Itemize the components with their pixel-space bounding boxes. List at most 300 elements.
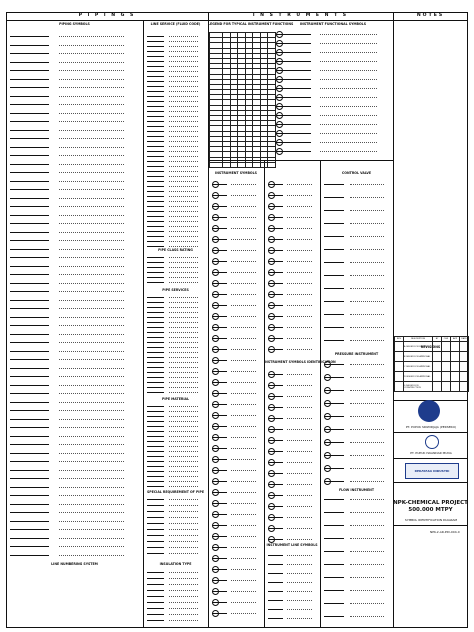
function-symbol-description-line	[320, 34, 378, 35]
piping-description-line	[59, 538, 124, 539]
line-service-symbol	[147, 41, 164, 42]
revision-cell	[460, 382, 469, 392]
insulation-symbol	[147, 578, 164, 579]
piping-symbol	[10, 478, 49, 479]
line-service-symbol	[147, 81, 164, 82]
function-symbol-balloon-icon	[276, 130, 283, 137]
function-symbol-description-line	[320, 151, 378, 152]
pipe-class-description-line	[169, 282, 198, 283]
piping-description-line	[59, 181, 124, 182]
piping-description-line	[59, 351, 124, 352]
owner-name: PT. PUPUK ISKANDAR MUDA	[410, 451, 452, 455]
title-divider	[393, 482, 468, 483]
pressure-description-line	[350, 416, 384, 417]
special-req-symbol	[147, 547, 164, 548]
instrument-balloon-icon	[212, 280, 219, 287]
project-title-2: 500.000 MTPY	[408, 507, 453, 513]
pressure-balloon-icon	[324, 465, 331, 472]
pipe-service-description-line	[169, 307, 198, 308]
pipe-service-symbol	[147, 312, 164, 313]
instrument-balloon-icon	[212, 544, 219, 551]
line-service-symbol	[147, 201, 164, 202]
instrument-symbols-title: INSTRUMENT SYMBOLS	[215, 171, 257, 175]
control-valve-description-line	[350, 184, 384, 185]
piping-description-line	[59, 274, 124, 275]
piping-description-line	[59, 266, 124, 267]
pressure-balloon-icon	[324, 387, 331, 394]
line-service-symbol	[147, 211, 164, 212]
instrument-description-line	[231, 448, 256, 449]
revision-cell	[460, 342, 469, 352]
function-symbol-balloon-icon	[276, 94, 283, 101]
flow-description-line	[350, 551, 384, 552]
instrument-balloon-icon	[212, 302, 219, 309]
piping-symbol	[10, 368, 49, 369]
line-service-symbol	[147, 236, 164, 237]
piping-symbol	[10, 164, 49, 165]
ident-balloon-icon	[268, 393, 275, 400]
piping-description-line	[59, 512, 124, 513]
flow-symbol	[324, 551, 344, 552]
pipings-header: P I P I N G S	[78, 13, 136, 18]
piping-description-line	[59, 470, 124, 471]
revision-cell: 0 ISSUED FOR CONSTRUCTION	[404, 382, 433, 392]
special-req-description-line	[169, 517, 198, 518]
instrument-balloon-icon	[212, 401, 219, 408]
piping-symbol	[10, 427, 49, 428]
table-row	[210, 162, 276, 167]
flow-description-line	[350, 564, 384, 565]
piping-description-line	[59, 342, 124, 343]
pipe-service-description-line	[169, 377, 198, 378]
instrument-description-line	[231, 305, 256, 306]
instrument-balloon-icon	[212, 555, 219, 562]
piping-description-line	[59, 232, 124, 233]
line-service-description-line	[169, 246, 198, 247]
instrument-description-line	[231, 195, 256, 196]
instrument-balloon-icon	[212, 192, 219, 199]
instrument-description-line	[231, 404, 256, 405]
special-req-symbol	[147, 541, 164, 542]
instrument-b-description-line	[287, 305, 312, 306]
pipe-class-title: PIPE CLASS RATING	[158, 248, 193, 252]
piping-symbols-title: PIPING SYMBOLS	[59, 22, 90, 26]
piping-symbol	[10, 504, 49, 505]
pipe-material-description-line	[169, 471, 198, 472]
line-service-description-line	[169, 51, 198, 52]
instrument-description-line	[231, 591, 256, 592]
instrument-description-line	[231, 569, 256, 570]
instrument-description-line	[231, 250, 256, 251]
line-service-description-line	[169, 61, 198, 62]
piping-symbol	[10, 223, 49, 224]
revision-cell	[395, 362, 404, 372]
instrument-description-line	[231, 536, 256, 537]
line-service-symbol	[147, 191, 164, 192]
company-seal	[418, 400, 440, 422]
revision-cell	[460, 362, 469, 372]
instrument-description-line	[231, 228, 256, 229]
pipe-class-description-line	[169, 272, 198, 273]
control-valve-title: CONTROL VALVE	[341, 171, 372, 175]
pressure-instrument-title: PRESSURE INSTRUMENT	[334, 352, 379, 356]
function-symbol-description-line	[320, 79, 378, 80]
line-service-description-line	[169, 211, 198, 212]
instrument-description-line	[231, 514, 256, 515]
pipe-material-title: PIPE MATERIAL	[161, 397, 190, 401]
pipe-service-description-line	[169, 372, 198, 373]
line-service-description-line	[169, 241, 198, 242]
revision-cell	[451, 372, 460, 382]
pressure-description-line	[350, 364, 384, 365]
line-sym-symbol	[268, 609, 283, 610]
piping-description-line	[59, 249, 124, 250]
instrument-description-line	[231, 316, 256, 317]
flow-description-line	[350, 603, 384, 604]
revision-cell	[451, 382, 460, 392]
control-valve-description-line	[350, 236, 384, 237]
line-service-description-line	[169, 91, 198, 92]
instrument-b-description-line	[287, 294, 312, 295]
instrument-balloon-icon	[212, 533, 219, 540]
revision-cell	[451, 362, 460, 372]
pipe-service-description-line	[169, 312, 198, 313]
line-service-description-line	[169, 41, 198, 42]
instrument-description-line	[231, 382, 256, 383]
piping-description-line	[59, 359, 124, 360]
piping-symbol	[10, 410, 49, 411]
piping-description-line	[59, 130, 124, 131]
ident-balloon-icon	[268, 426, 275, 433]
line-service-title: LINE SERVICE (FLUID CODE)	[150, 22, 201, 26]
instrument-description-line	[231, 503, 256, 504]
pipe-class-symbol	[147, 257, 164, 258]
revision-cell	[433, 382, 442, 392]
line-service-symbol	[147, 161, 164, 162]
revision-column-header: APP	[451, 337, 460, 342]
revision-cell	[433, 342, 442, 352]
flow-description-line	[350, 499, 384, 500]
instrument-description-line	[231, 206, 256, 207]
line-service-symbol	[147, 136, 164, 137]
piping-description-line	[59, 453, 124, 454]
piping-symbol	[10, 70, 49, 71]
insulation-symbol	[147, 602, 164, 603]
piping-symbol	[10, 555, 49, 556]
ident-description-line	[287, 396, 312, 397]
piping-symbol	[10, 308, 49, 309]
ident-description-line	[287, 385, 312, 386]
instrument-balloon-icon	[212, 313, 219, 320]
piping-symbol	[10, 79, 49, 80]
pressure-description-line	[350, 481, 384, 482]
insulation-symbol	[147, 608, 164, 609]
piping-description-line	[59, 147, 124, 148]
function-symbol-balloon-icon	[276, 139, 283, 146]
special-req-description-line	[169, 553, 198, 554]
piping-symbol	[10, 359, 49, 360]
special-req-description-line	[169, 499, 198, 500]
pipe-service-description-line	[169, 342, 198, 343]
ident-balloon-icon	[268, 525, 275, 532]
instrument-description-line	[231, 184, 256, 185]
ident-description-line	[287, 407, 312, 408]
instrument-balloon-icon	[212, 522, 219, 529]
pressure-balloon-icon	[324, 452, 331, 459]
instrument-b-description-line	[287, 261, 312, 262]
line-service-symbol	[147, 106, 164, 107]
control-valve-description-line	[350, 340, 384, 341]
function-symbol-description-line	[320, 106, 378, 107]
line-service-description-line	[169, 76, 198, 77]
function-table-cell	[238, 162, 246, 167]
instrument-balloon-icon	[212, 412, 219, 419]
pipe-service-symbol	[147, 367, 164, 368]
piping-description-line	[59, 334, 124, 335]
piping-symbol	[10, 317, 49, 318]
piping-description-line	[59, 113, 124, 114]
instrument-b-description-line	[287, 272, 312, 273]
instrument-description-line	[231, 360, 256, 361]
instruments-header: I N S T R U M E N T S	[252, 13, 349, 18]
function-symbol-balloon-icon	[276, 67, 283, 74]
revision-cell	[395, 382, 404, 392]
line-sym-symbol	[268, 618, 283, 619]
line-symbols-title: INSTRUMENT LINE SYMBOLS	[266, 543, 318, 547]
instrument-b-balloon-icon	[268, 236, 275, 243]
special-req-title: SPECIAL REQUIREMENT OF PIPE	[146, 490, 205, 494]
pipe-service-symbol	[147, 392, 164, 393]
pipe-service-title: PIPE SERVICES	[162, 288, 189, 292]
pipe-service-description-line	[169, 317, 198, 318]
line-service-symbol	[147, 76, 164, 77]
pipe-service-description-line	[169, 297, 198, 298]
special-req-description-line	[169, 547, 198, 548]
flow-symbol	[324, 590, 344, 591]
pipe-service-symbol	[147, 382, 164, 383]
pressure-balloon-icon	[324, 413, 331, 420]
insulation-description-line	[169, 578, 198, 579]
instrument-ident-title: INSTRUMENT SYMBOLS IDENTIFICATION	[264, 360, 336, 364]
ident-description-line	[287, 495, 312, 496]
piping-symbol	[10, 130, 49, 131]
pipe-class-description-line	[169, 277, 198, 278]
line-sym-description-line	[287, 555, 312, 556]
function-symbol-description-line	[320, 52, 378, 53]
contractor-logo: REKAYASA INDUSTRI	[405, 463, 459, 479]
control-valve-symbol	[324, 275, 344, 276]
pipe-service-description-line	[169, 392, 198, 393]
function-symbol-description-line	[320, 97, 378, 98]
pipe-service-description-line	[169, 352, 198, 353]
flow-symbol	[324, 512, 344, 513]
instrument-b-description-line	[287, 228, 312, 229]
piping-description-line	[59, 317, 124, 318]
pipe-service-description-line	[169, 302, 198, 303]
instrument-b-balloon-icon	[268, 203, 275, 210]
line-service-symbol	[147, 71, 164, 72]
line-service-symbol	[147, 36, 164, 37]
piping-description-line	[59, 529, 124, 530]
piping-symbol	[10, 155, 49, 156]
pipe-material-description-line	[169, 476, 198, 477]
special-req-symbol	[147, 523, 164, 524]
pressure-description-line	[350, 403, 384, 404]
pipe-material-description-line	[169, 456, 198, 457]
title-divider	[393, 525, 468, 526]
function-table-cell	[210, 162, 223, 167]
instrument-b-description-line	[287, 316, 312, 317]
piping-symbol	[10, 53, 49, 54]
instrument-b-balloon-icon	[268, 225, 275, 232]
pipe-material-symbol	[147, 471, 164, 472]
pipe-material-symbol	[147, 446, 164, 447]
instrument-balloon-icon	[212, 357, 219, 364]
piping-symbol	[10, 104, 49, 105]
line-service-symbol	[147, 176, 164, 177]
piping-symbol	[10, 87, 49, 88]
piping-description-line	[59, 402, 124, 403]
piping-symbol	[10, 419, 49, 420]
pipe-service-symbol	[147, 317, 164, 318]
revision-cell: D ISSUED FOR APPROVAL	[404, 372, 433, 382]
line-service-description-line	[169, 196, 198, 197]
piping-description-line	[59, 198, 124, 199]
instrument-b-description-line	[287, 349, 312, 350]
ident-balloon-icon	[268, 481, 275, 488]
instrument-balloon-icon	[212, 181, 219, 188]
piping-description-line	[59, 223, 124, 224]
piping-symbol	[10, 181, 49, 182]
control-valve-symbol	[324, 314, 344, 315]
line-service-description-line	[169, 71, 198, 72]
ident-description-line	[287, 440, 312, 441]
pipe-material-symbol	[147, 411, 164, 412]
piping-symbol	[10, 546, 49, 547]
ident-description-line	[287, 528, 312, 529]
piping-symbol	[10, 45, 49, 46]
line-service-symbol	[147, 181, 164, 182]
instrument-b-balloon-icon	[268, 324, 275, 331]
piping-symbol	[10, 36, 49, 37]
piping-description-line	[59, 257, 124, 258]
function-symbol-description-line	[320, 124, 378, 125]
line-service-description-line	[169, 206, 198, 207]
piping-description-line	[59, 96, 124, 97]
piping-symbol	[10, 240, 49, 241]
instrument-balloon-icon	[212, 445, 219, 452]
instrument-balloon-icon	[212, 588, 219, 595]
line-sym-description-line	[287, 582, 312, 583]
piping-description-line	[59, 215, 124, 216]
pipe-material-symbol	[147, 451, 164, 452]
control-valve-description-line	[350, 275, 384, 276]
insulation-description-line	[169, 584, 198, 585]
flow-description-line	[350, 512, 384, 513]
instrument-balloon-icon	[212, 478, 219, 485]
pipe-service-symbol	[147, 302, 164, 303]
pipe-service-symbol	[147, 387, 164, 388]
function-symbol-balloon-icon	[276, 58, 283, 65]
piping-symbol	[10, 62, 49, 63]
ident-description-line	[287, 484, 312, 485]
instrument-b-description-line	[287, 217, 312, 218]
revision-row	[395, 362, 469, 372]
piping-symbol	[10, 189, 49, 190]
line-service-description-line	[169, 116, 198, 117]
pipe-class-symbol	[147, 262, 164, 263]
flow-description-line	[350, 538, 384, 539]
instrument-description-line	[231, 239, 256, 240]
piping-symbol	[10, 113, 49, 114]
piping-description-line	[59, 555, 124, 556]
project-title-1: NPK-CHEMICAL PROJECT	[393, 500, 468, 506]
piping-symbol	[10, 470, 49, 471]
insulation-symbol	[147, 620, 164, 621]
revision-cell	[442, 362, 451, 372]
pipe-material-symbol	[147, 476, 164, 477]
column-divider	[393, 12, 394, 628]
control-valve-description-line	[350, 223, 384, 224]
instrument-balloon-icon	[212, 390, 219, 397]
line-sym-symbol	[268, 591, 283, 592]
ident-balloon-icon	[268, 536, 275, 543]
pipe-material-description-line	[169, 426, 198, 427]
pipe-material-description-line	[169, 436, 198, 437]
instrument-description-line	[231, 558, 256, 559]
pipe-service-symbol	[147, 307, 164, 308]
piping-description-line	[59, 138, 124, 139]
control-valve-symbol	[324, 184, 344, 185]
pipe-material-symbol	[147, 406, 164, 407]
line-service-symbol	[147, 221, 164, 222]
control-valve-symbol	[324, 327, 344, 328]
line-sym-description-line	[287, 600, 312, 601]
pipe-material-description-line	[169, 451, 198, 452]
drawing-title: SYMBOL IDENTIFICATION DIAGRAM	[404, 518, 458, 522]
piping-description-line	[59, 283, 124, 284]
piping-description-line	[59, 300, 124, 301]
piping-symbol	[10, 257, 49, 258]
function-table-cell	[260, 162, 268, 167]
piping-symbol	[10, 300, 49, 301]
revision-cell	[395, 342, 404, 352]
control-valve-symbol	[324, 288, 344, 289]
piping-symbol	[10, 121, 49, 122]
piping-symbol	[10, 376, 49, 377]
special-req-symbol	[147, 529, 164, 530]
revision-column-header: REV	[395, 337, 404, 342]
special-req-description-line	[169, 505, 198, 506]
pipe-material-description-line	[169, 466, 198, 467]
line-service-symbol	[147, 196, 164, 197]
function-symbol-balloon-icon	[276, 148, 283, 155]
revision-column-header: CHK	[442, 337, 451, 342]
piping-description-line	[59, 70, 124, 71]
line-sym-description-line	[287, 591, 312, 592]
pipe-service-symbol	[147, 337, 164, 338]
instrument-balloon-icon	[212, 335, 219, 342]
pipe-class-symbol	[147, 267, 164, 268]
line-service-symbol	[147, 91, 164, 92]
revision-cell	[433, 352, 442, 362]
piping-symbol	[10, 342, 49, 343]
special-req-description-line	[169, 511, 198, 512]
line-service-symbol	[147, 156, 164, 157]
instrument-b-description-line	[287, 184, 312, 185]
line-service-description-line	[169, 46, 198, 47]
instrument-description-line	[231, 437, 256, 438]
